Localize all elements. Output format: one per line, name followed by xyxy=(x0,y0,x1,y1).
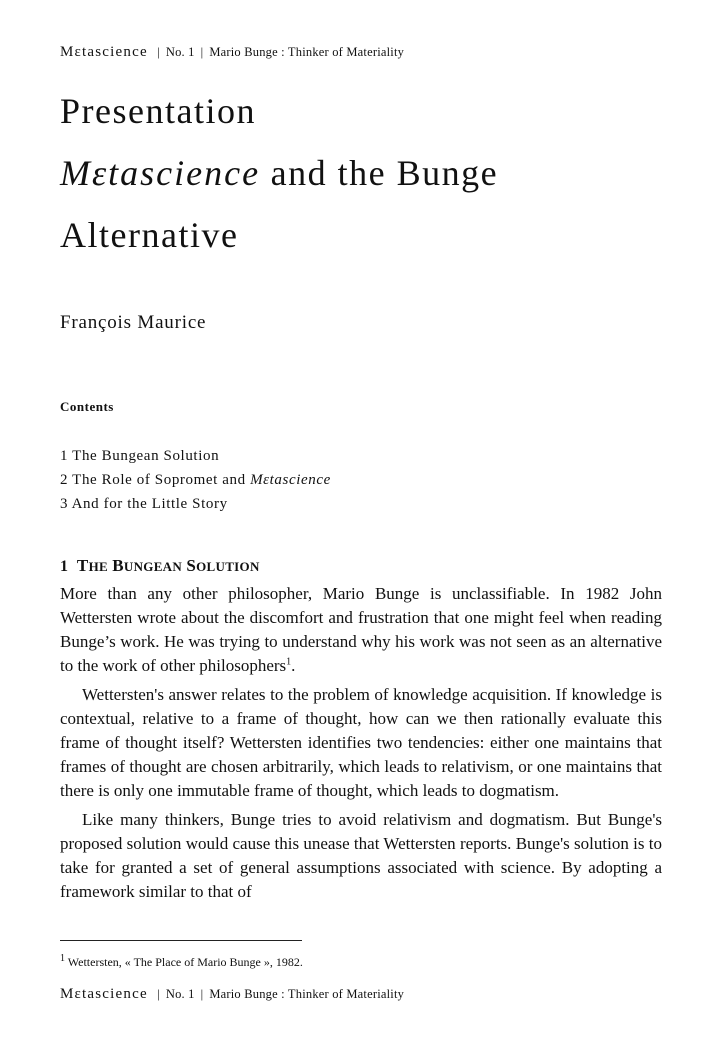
section-body xyxy=(60,582,662,904)
section-title: THE BUNGEAN SOLUTION xyxy=(76,556,260,575)
separator: | xyxy=(157,987,160,1001)
section-number: 1 xyxy=(60,558,69,575)
title-line-1: Presentation xyxy=(60,91,256,131)
table-of-contents xyxy=(60,444,331,516)
paragraph-2: Wettersten's answer relates to the problem of knowledge acquisition. If knowledge is contextual, relative to a frame of thought, how can we then rationally evaluate this frame of thought itself? Wettersten identifies two tendencies: either one maintains that frames of thought are chosen arbitrarily, which leads to relativism, or one maintains that there is only one immutable frame of thought, which leads to dogmatism. xyxy=(60,685,662,800)
issue-title: Mario Bunge : Thinker of Materiality xyxy=(209,987,405,1001)
footnote: $^1$ Wettersten, « The Place of Mario Bunge », 1982. xyxy=(60,953,303,969)
footnote-mark: 1 xyxy=(60,953,65,964)
footnote-rule xyxy=(60,940,302,941)
title-line-2: Mεtascience and the Bunge xyxy=(60,153,499,193)
section-heading xyxy=(60,556,260,576)
toc-item-1[interactable]: 1 The Bungean Solution xyxy=(60,448,220,464)
title-line-3: Alternative xyxy=(60,215,239,255)
paragraph-1: More than any other philosopher, Mario Bunge is unclassifiable. In 1982 John Wettersten wrote about the discomfort and frustration that one might feel when reading Bunge’s work. He was trying to understand why his work was not seen as an alternative to the work of other philosophers$^1$. xyxy=(60,584,662,675)
running-header xyxy=(60,44,404,61)
separator: | xyxy=(200,45,204,59)
paragraph-3: Like many thinkers, Bunge tries to avoid relativism and dogmatism. But Bunge's proposed solution would cause this unease that Wettersten reports. Bunge's solution is to take for granted a set of general assumptions associated with science. By adopting a framework similar to that of xyxy=(60,810,662,901)
footnote-ref[interactable]: 1 xyxy=(286,656,292,668)
journal-name: Mεtascience xyxy=(60,986,148,1002)
issue-title: Mario Bunge : Thinker of Materiality xyxy=(209,45,405,59)
author-name: François Maurice xyxy=(60,312,207,333)
paper-page xyxy=(60,0,662,1056)
running-footer xyxy=(60,986,404,1003)
article-title xyxy=(60,80,662,266)
journal-name: Mεtascience xyxy=(60,44,148,60)
separator: | xyxy=(157,45,160,59)
issue-number: No. 1 xyxy=(165,987,195,1001)
title-journal-italic: Mεtascience xyxy=(60,153,261,193)
separator: | xyxy=(200,987,204,1001)
toc-item-2[interactable]: 2 The Role of Sopromet and Mεtascience xyxy=(60,472,331,488)
contents-heading: Contents xyxy=(60,399,114,414)
issue-number: No. 1 xyxy=(165,45,195,59)
toc-item-3[interactable]: 3 And for the Little Story xyxy=(60,496,228,512)
